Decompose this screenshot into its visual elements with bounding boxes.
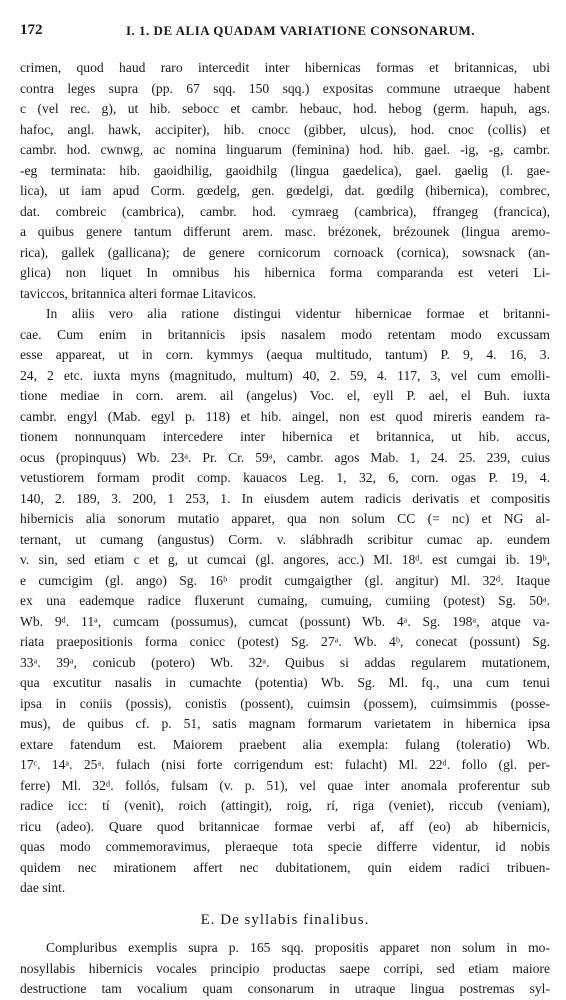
text-line: tionem nonnunquam intercedere inter hibernica et britannica, ut hib. accus, (20, 429, 550, 444)
text-line: ferre) Ml. 32ᵈ. follós, fulsam (v. p. 51), vel quae inter anomala proferentur sub (20, 777, 550, 793)
text-line: vetustiorem formam prodit comp. kauacos Leg. 1, 32, 6, corn. ogas P. 19, 4. (20, 470, 550, 485)
text-line: radice icc: tí (venit), roich (attingit), roig, rí, riga (veniet), riccub (veniam), (20, 798, 550, 813)
page-body (20, 58, 550, 1000)
text-line: v. sin, sed etiam c et g, ut cumcai (gl. angores, acc.) Ml. 18ᵈ. est cumgai ib. 19ᵇ, (20, 552, 550, 567)
text-line: rica), gallek (gallicana); de genere cornicorum cornoack (cornica), sowsnack (an- (20, 244, 550, 260)
paragraph-variation-nasal (20, 58, 550, 304)
text-line: hibernicis alia sonorum mutatio apparet, qua non solum CC (= nc) et NG al- (20, 511, 550, 526)
text-line: ipsa in coniis (possis), conistis (possent), cuimsin (possem), cuimsimmis (posse- (20, 695, 550, 711)
text-line: lica), ut iam apud Corm. gœdelg, gen. gœdelgi, dat. gœdilg (hibernica), combrec, (20, 183, 550, 198)
text-line: taviccos, britannica alteri formae Litavicos. (20, 285, 257, 301)
text-line: cae. Cum enim in britannicis ipsis nasalem modo retentam modo excussam (20, 326, 550, 342)
text-line: c (vel rec. g), ut hib. sebocc et cambr. hebauc, hod. hebog (germ. hapuh, ags. (20, 101, 550, 116)
text-line: cambr. engyl (Mab. egyl p. 118) et hib. aingel, non est quod mireris eandem ra- (20, 408, 550, 424)
text-line: a quibus genere tantum differunt arem. masc. brézonek, brézounek (lingua aremo- (20, 224, 550, 239)
text-line: quas modo commemoravimus, pleraeque tota specie differre videntur, id nobis (20, 839, 550, 854)
page-number: 172 (20, 22, 43, 38)
text-line: ex una eademque radice fluxerunt cumaing, cumuing, cumiing (potest) Sg. 50ᵃ. (20, 593, 550, 608)
text-line: crimen, quod haud raro intercedit inter hibernicas formas et britannicas, ubi (20, 60, 550, 75)
running-title: I. 1. DE ALIA QUADAM VARIATIONE CONSONARUM. (126, 23, 476, 38)
text-line: esse appareat, ut in corn. kymmys (aequa multitudo, tantum) P. 9, 4. 16, 3. (20, 347, 550, 362)
text-line: ocus (propinquus) Wb. 23ᵃ. Pr. Cr. 59ᵃ, cambr. agos Mab. 1, 24. 25. 239, cuius (20, 449, 550, 465)
text-line: extare fatendum est. Maiorem praebent alia exempla: fulang (toleratio) Wb. (20, 736, 550, 752)
text-line: dat. combreic (cambrica), cambr. hod. cymraeg (cambrica), ffrangeg (francica), (20, 203, 550, 219)
text-line: cambr. hod. cwnwg, ac nomina linguarum (feminina) hod. hib. gael. -ig, -g, cambr. (20, 142, 550, 157)
text-line: Wb. 9ᵈ. 11ᵃ, cumcam (possumus), cumcat (possunt) Wb. 4ᵃ. Sg. 198ᵃ, atque va- (20, 613, 550, 629)
text-line: contra leges supra (pp. 67 sqq. 150 sqq.) expositas commune utraeque habent (20, 80, 550, 96)
paragraph-distinction-forms (20, 304, 550, 899)
text-line: 24, 2 etc. iuxta myns (magnitudo, multum) 40, 2. 59, 4. 117, 3, vel cum emolli- (20, 367, 550, 383)
text-line: ternant, ut cumang (angustus) Corm. v. slábhradh scribitur cumac ap. eundem (20, 531, 550, 547)
text-line: 140, 2. 189, 3. 200, 1 253, 1. In eiusdem autem radicis derivatis et compositis (20, 490, 550, 506)
text-line: -eg terminata: hib. gaoidhilig, gaoidhilg (lingua gaedelica), gael. gaelig (l. gae- (20, 162, 550, 178)
text-line: 17ᶜ. 14ᵃ. 25ᵃ. fulach (nisi forte corrigendum est: fulacht) Ml. 22ᵈ. follo (gl. per- (20, 757, 550, 772)
section-heading: E. De syllabis finalibus. (200, 911, 370, 928)
text-line: mus), de quibus cf. p. 51, satis magnam formarum varietatem in hibernica ipsa (20, 716, 550, 731)
text-line: dae sint. (20, 880, 66, 895)
text-line: ricu (adeo). Quare quod britannicae formae verbi af, aff (eo) ab hibernicis, (20, 818, 550, 834)
text-line: nosyllabis hibernicis vocales principio productas saepe corripi, sed etiam maiore (20, 960, 550, 976)
text-line: In aliis vero alia ratione distingui videntur hibernicae formae et britanni- (46, 306, 550, 321)
text-line: hafoc, angl. hawk, accipiter), hib. cnocc (gibber, ulcus), hod. cnoc (collis) et (20, 121, 550, 137)
text-line: glica) non liquet In omnibus his hibernica forma comparanda est veteri Li- (20, 265, 550, 280)
text-line: riata praepositionis forma conicc (potest) Sg. 27ᵃ. Wb. 4ᵇ, conecat (possunt) Sg. (20, 634, 550, 649)
page-header (20, 22, 550, 46)
text-line: destructione tam vocalium quam consonarum in utraque lingua postremas syl- (20, 981, 550, 996)
paragraph-final-syllables (20, 938, 550, 1000)
text-line: tione mediae in corn. arem. ail (angelus) Voc. el, eyll P. ael, el Buh. iuxta (20, 388, 550, 403)
text-line: Compluribus exemplis supra p. 165 sqq. propositis apparet non solum in mo- (46, 940, 550, 955)
book-page (20, 22, 550, 1000)
text-line: 33ᵃ. 39ᵃ, conicub (potero) Wb. 32ᵃ. Quibus si addas regularem mutationem, (20, 654, 550, 670)
text-line: qua excutitur nasalis in cumachte (potentia) Wb. Sg. Ml. fq., una cum tenui (20, 675, 550, 690)
text-line: quidem nec mirationem affert nec dubitationem, quin eidem radici tribuen- (20, 859, 550, 875)
text-line: e cumcigim (gl. ango) Sg. 16ᵇ prodit cumgaigther (gl. angitur) Ml. 32ᵈ. Itaque (20, 572, 550, 588)
